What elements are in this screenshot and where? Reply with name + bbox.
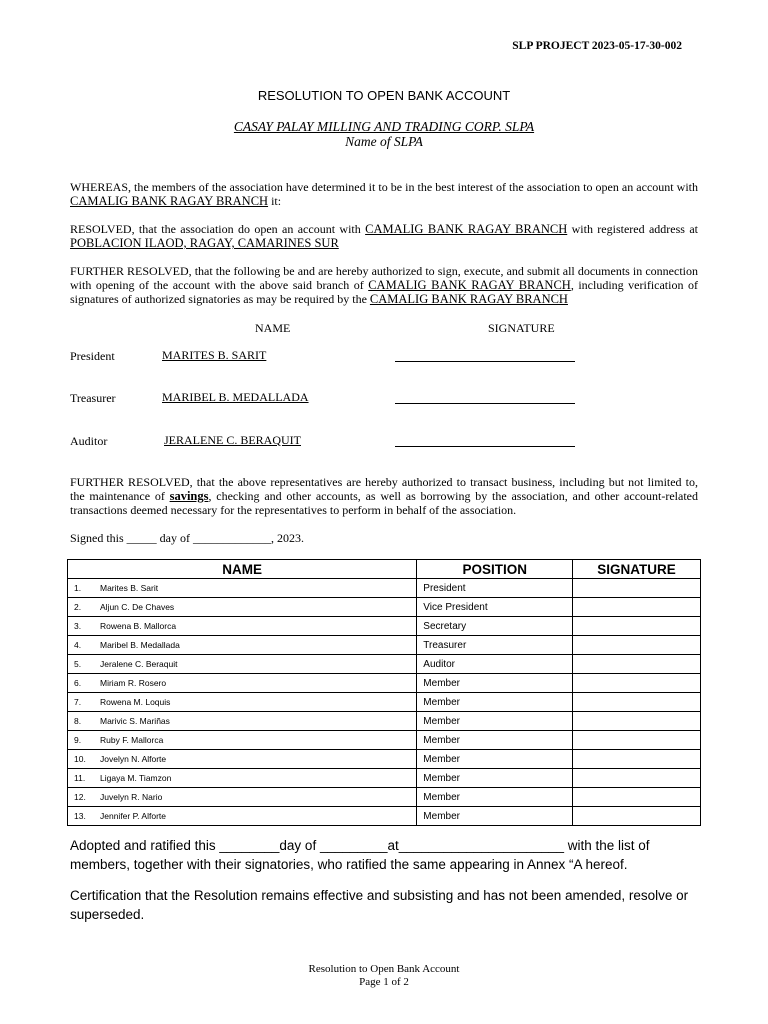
table-row — [68, 788, 701, 807]
row-number: 9. — [74, 735, 82, 745]
table-row — [68, 617, 701, 636]
signature-line — [395, 361, 575, 362]
member-name: Ligaya M. Tiamzon — [100, 773, 172, 783]
member-name: Jennifer P. Alforte — [100, 811, 166, 821]
member-name-cell — [68, 807, 417, 826]
savings-term: savings — [169, 489, 209, 503]
member-name: Marites B. Sarit — [100, 583, 159, 593]
project-code: SLP PROJECT 2023-05-17-30-002 — [512, 40, 682, 52]
resolved-paragraph — [70, 222, 698, 250]
bank-name: CAMALIG BANK RAGAY BRANCH — [70, 194, 269, 208]
member-name: Rowena B. Mallorca — [100, 621, 177, 631]
member-name: Jovelyn N. Alforte — [100, 754, 167, 764]
table-row — [68, 769, 701, 788]
table-row — [68, 693, 701, 712]
further-resolved-text-mid: , including verification of signatures of authorized signatories as may be required by the — [70, 278, 698, 306]
member-position: Member — [417, 712, 573, 731]
table-row — [68, 807, 701, 826]
row-number: 7. — [74, 697, 82, 707]
row-number: 8. — [74, 716, 82, 726]
row-number: 11. — [74, 773, 86, 783]
member-name-cell — [68, 636, 417, 655]
member-name-cell — [68, 750, 417, 769]
resolution-title: RESOLUTION TO OPEN BANK ACCOUNT — [257, 88, 511, 103]
member-name-cell — [68, 617, 417, 636]
member-position: Member — [417, 693, 573, 712]
member-name: Rowena M. Loquis — [100, 697, 171, 707]
bank-name: CAMALIG BANK RAGAY BRANCH — [368, 278, 571, 292]
member-name: Juvelyn R. Nario — [100, 792, 163, 802]
officer-name: MARITES B. SARIT — [162, 348, 267, 362]
table-row — [68, 674, 701, 693]
officer-name: JERALENE C. BERAQUIT — [164, 433, 301, 447]
row-number: 13. — [74, 811, 86, 821]
member-signature-cell — [573, 655, 701, 674]
member-position: Member — [417, 750, 573, 769]
bank-name: CAMALIG BANK RAGAY BRANCH — [365, 222, 568, 236]
member-signature-cell — [573, 750, 701, 769]
member-position: Member — [417, 807, 573, 826]
member-position: Vice President — [417, 598, 573, 617]
officer-role: Auditor — [70, 434, 108, 448]
member-position: Member — [417, 788, 573, 807]
member-signature-cell — [573, 617, 701, 636]
member-position: Secretary — [417, 617, 573, 636]
further-resolved-paragraph-1 — [70, 264, 698, 306]
member-signature-cell — [573, 769, 701, 788]
members-table-header — [68, 560, 701, 579]
row-number: 5. — [74, 659, 82, 669]
member-signature-cell — [573, 788, 701, 807]
resolved-text-mid: with registered address at — [567, 222, 698, 236]
member-name-cell — [68, 769, 417, 788]
row-number: 12. — [74, 792, 86, 802]
name-column-header: NAME — [68, 560, 417, 579]
table-row — [68, 598, 701, 617]
member-name-cell — [68, 598, 417, 617]
member-name-cell — [68, 674, 417, 693]
member-name-cell — [68, 712, 417, 731]
table-row — [68, 731, 701, 750]
bank-name: CAMALIG BANK RAGAY BRANCH — [369, 292, 568, 306]
member-name: Maribel B. Medallada — [100, 640, 180, 650]
officer-role: President — [70, 349, 115, 363]
member-signature-cell — [573, 579, 701, 598]
member-name-cell — [68, 693, 417, 712]
whereas-text: WHEREAS, the members of the association have determined it to be in the best interest of the association to open an account with — [70, 180, 698, 194]
member-name: Miriam R. Rosero — [100, 678, 167, 688]
officer-name: MARIBEL B. MEDALLADA — [162, 390, 309, 404]
member-name-cell — [68, 655, 417, 674]
slpa-name: CASAY PALAY MILLING AND TRADING CORP. SLPA — [233, 119, 535, 134]
member-position: Member — [417, 674, 573, 693]
resolved-text: RESOLVED, that the association do open an account with — [70, 222, 366, 236]
slpa-caption: Name of SLPA — [345, 134, 423, 149]
whereas-text-end: it: — [268, 194, 282, 208]
member-name: Aljun C. De Chaves — [100, 602, 175, 612]
signature-column-header: SIGNATURE — [573, 560, 701, 579]
member-name-cell — [68, 731, 417, 750]
member-signature-cell — [573, 674, 701, 693]
member-position: Member — [417, 769, 573, 788]
member-name: Ruby F. Mallorca — [100, 735, 164, 745]
member-name: Marivic S. Mariñas — [100, 716, 170, 726]
member-signature-cell — [573, 598, 701, 617]
further-resolved-text-end: , checking and other accounts, as well as borrowing by the association, and other account-related transactions deemed necessary for the representatives to perform in behalf of the association. — [70, 489, 698, 517]
further-resolved-paragraph-2 — [70, 475, 698, 517]
signature-line — [395, 403, 575, 404]
signature-line — [395, 446, 575, 447]
table-row — [68, 579, 701, 598]
member-signature-cell — [573, 731, 701, 750]
member-position: President — [417, 579, 573, 598]
table-row — [68, 636, 701, 655]
member-name-cell — [68, 788, 417, 807]
officer-role: Treasurer — [70, 391, 116, 405]
row-number: 2. — [74, 602, 82, 612]
table-row — [68, 712, 701, 731]
member-signature-cell — [573, 693, 701, 712]
officers-signature-header: SIGNATURE — [488, 321, 555, 335]
officers-name-header: NAME — [255, 321, 291, 335]
footer-page-number: Page 1 of 2 — [359, 976, 409, 988]
bank-address: POBLACION ILAOD, RAGAY, CAMARINES SUR — [70, 236, 339, 250]
member-name: Jeralene C. Beraquit — [100, 659, 178, 669]
members-table — [67, 559, 701, 826]
position-column-header: POSITION — [417, 560, 573, 579]
member-name-cell — [68, 579, 417, 598]
member-position: Member — [417, 731, 573, 750]
row-number: 3. — [74, 621, 82, 631]
adopted-paragraph: Adopted and ratified this ________day of _________at______________________ with the list of members, together with their signatories, who ratified the same appearing in Annex “A hereof. — [70, 838, 650, 872]
table-row — [68, 750, 701, 769]
member-signature-cell — [573, 807, 701, 826]
member-position: Treasurer — [417, 636, 573, 655]
certification-paragraph: Certification that the Resolution remains effective and subsisting and has not been amended, resolve or superseded. — [70, 888, 689, 922]
footer-title: Resolution to Open Bank Account — [308, 963, 460, 975]
whereas-paragraph — [70, 180, 698, 208]
row-number: 6. — [74, 678, 82, 688]
signed-line: Signed this _____ day of _____________, 2023. — [70, 531, 304, 545]
further-resolved-text: FURTHER RESOLVED, that the above representatives are hereby authorized to transact business, including but not limited to, the maintenance of — [70, 475, 698, 503]
further-resolved-text: FURTHER RESOLVED, that the following be and are hereby authorized to sign, execute, and submit all documents in connection with opening of the account with the above said branch of — [70, 264, 698, 292]
member-position: Auditor — [417, 655, 573, 674]
row-number: 4. — [74, 640, 82, 650]
row-number: 1. — [74, 583, 82, 593]
member-signature-cell — [573, 636, 701, 655]
row-number: 10. — [74, 754, 86, 764]
member-signature-cell — [573, 712, 701, 731]
table-row — [68, 655, 701, 674]
